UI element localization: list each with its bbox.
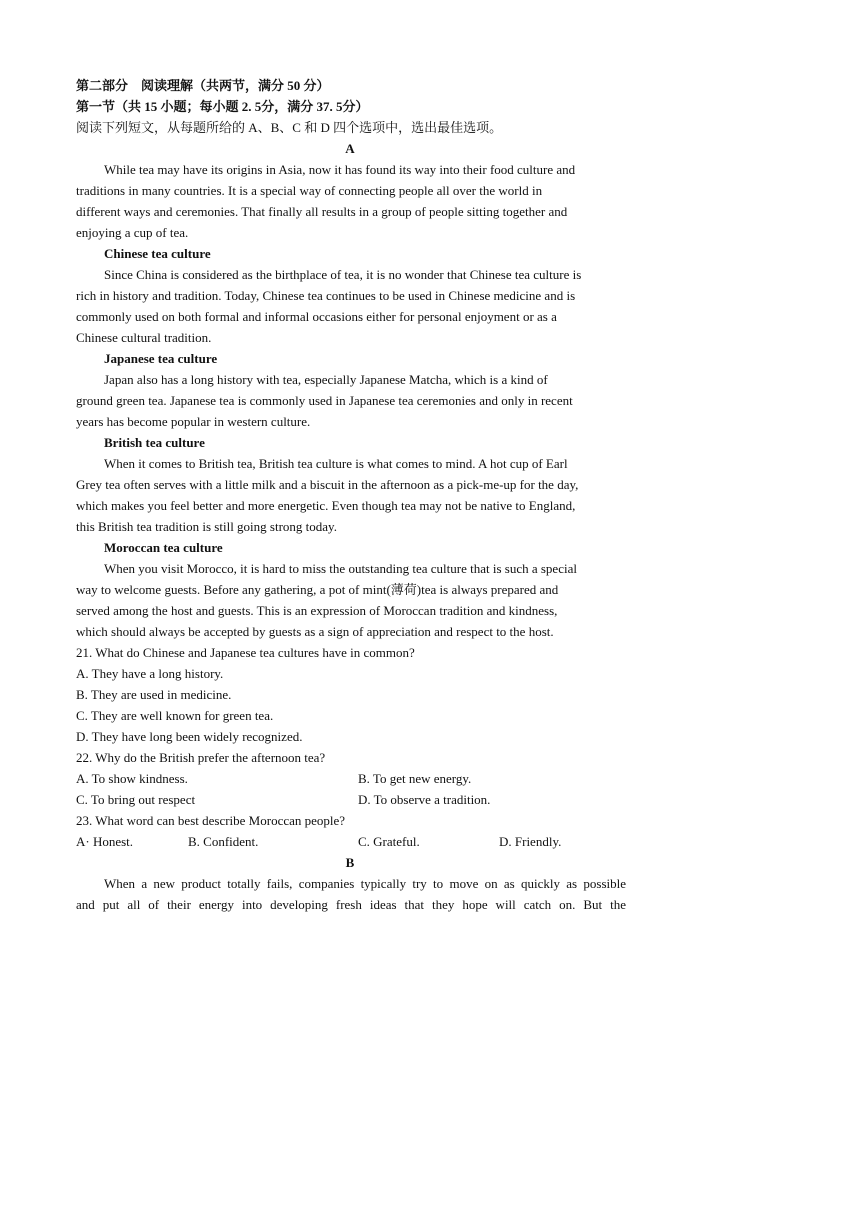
question-22-option-d[interactable]: D. To observe a tradition.	[358, 792, 491, 807]
passage-line: Grey tea often serves with a little milk and a biscuit in the afternoon as a pick-me-up for the day,	[76, 477, 579, 492]
japanese-tea-heading: Japanese tea culture	[104, 351, 218, 366]
question-21-option-c[interactable]: C. They are well known for green tea.	[76, 708, 274, 723]
passage-line: which should always be accepted by guests as a sign of appreciation and respect to the host.	[76, 624, 554, 639]
passage-line: served among the host and guests. This is an expression of Moroccan tradition and kindness,	[76, 603, 558, 618]
passage-line: While tea may have its origins in Asia, now it has found its way into their food culture and	[104, 162, 576, 177]
question-23-stem: 23. What word can best describe Moroccan people?	[76, 813, 346, 828]
question-23-option-b[interactable]: B. Confident.	[188, 834, 259, 849]
passage-line: When it comes to British tea, British tea culture is what comes to mind. A hot cup of Earl	[104, 456, 568, 471]
section-heading: 第一节（共 15 小题；每小题 2. 5分，满分 37. 5分）	[76, 99, 369, 114]
question-21-option-a[interactable]: A. They have a long history.	[76, 666, 224, 681]
question-23-option-c[interactable]: C. Grateful.	[358, 834, 420, 849]
question-22-option-b[interactable]: B. To get new energy.	[358, 771, 472, 786]
question-21-option-b[interactable]: B. They are used in medicine.	[76, 687, 232, 702]
instruction: 阅读下列短文，从每题所给的 A、B、C 和 D 四个选项中，选出最佳选项。	[76, 120, 503, 135]
british-tea-heading: British tea culture	[104, 435, 205, 450]
question-21-stem: 21. What do Chinese and Japanese tea cultures have in common?	[76, 645, 415, 660]
passage-line: rich in history and tradition. Today, Chinese tea continues to be used in Chinese medicine and is	[76, 288, 576, 303]
passage-line: Japan also has a long history with tea, especially Japanese Matcha, which is a kind of	[104, 372, 548, 387]
passage-line: When you visit Morocco, it is hard to miss the outstanding tea culture that is such a special	[104, 561, 577, 576]
passage-line: traditions in many countries. It is a special way of connecting people all over the world in	[76, 183, 543, 198]
passage-line: enjoying a cup of tea.	[76, 225, 189, 240]
question-21-option-d[interactable]: D. They have long been widely recognized.	[76, 729, 303, 744]
question-22-option-a[interactable]: A. To show kindness.	[76, 771, 188, 786]
part-heading: 第二部分 阅读理解（共两节，满分 50 分）	[76, 78, 330, 93]
passage-line: and put all of their energy into developing fresh ideas that they hope will catch on. But the	[76, 897, 626, 912]
moroccan-tea-heading: Moroccan tea culture	[104, 540, 223, 555]
passage-line: commonly used on both formal and informal occasions either for personal enjoyment or as a	[76, 309, 557, 324]
passage-line: Since China is considered as the birthplace of tea, it is no wonder that Chinese tea culture is	[104, 267, 582, 282]
passage-line: Chinese cultural tradition.	[76, 330, 212, 345]
question-23-option-a[interactable]: A· Honest.	[76, 834, 134, 849]
chinese-tea-heading: Chinese tea culture	[104, 246, 211, 261]
passage-line: When a new product totally fails, companies typically try to move on as quickly as possible	[104, 876, 626, 891]
passage-line: ground green tea. Japanese tea is commonly used in Japanese tea ceremonies and only in recent	[76, 393, 573, 408]
passage-line: which makes you feel better and more energetic. Even though tea may not be native to England,	[76, 498, 576, 513]
question-23-option-d[interactable]: D. Friendly.	[499, 834, 562, 849]
passage-b-label: B	[345, 855, 355, 870]
passage-a-label: A	[345, 141, 355, 156]
question-22-option-c[interactable]: C. To bring out respect	[76, 792, 196, 807]
question-22-stem: 22. Why do the British prefer the afternoon tea?	[76, 750, 326, 765]
passage-line: this British tea tradition is still going strong today.	[76, 519, 337, 534]
passage-line: way to welcome guests. Before any gathering, a pot of mint(薄荷)tea is always prepared and	[76, 582, 559, 597]
passage-line: years has become popular in western culture.	[76, 414, 311, 429]
passage-line: different ways and ceremonies. That finally all results in a group of people sitting together and	[76, 204, 568, 219]
